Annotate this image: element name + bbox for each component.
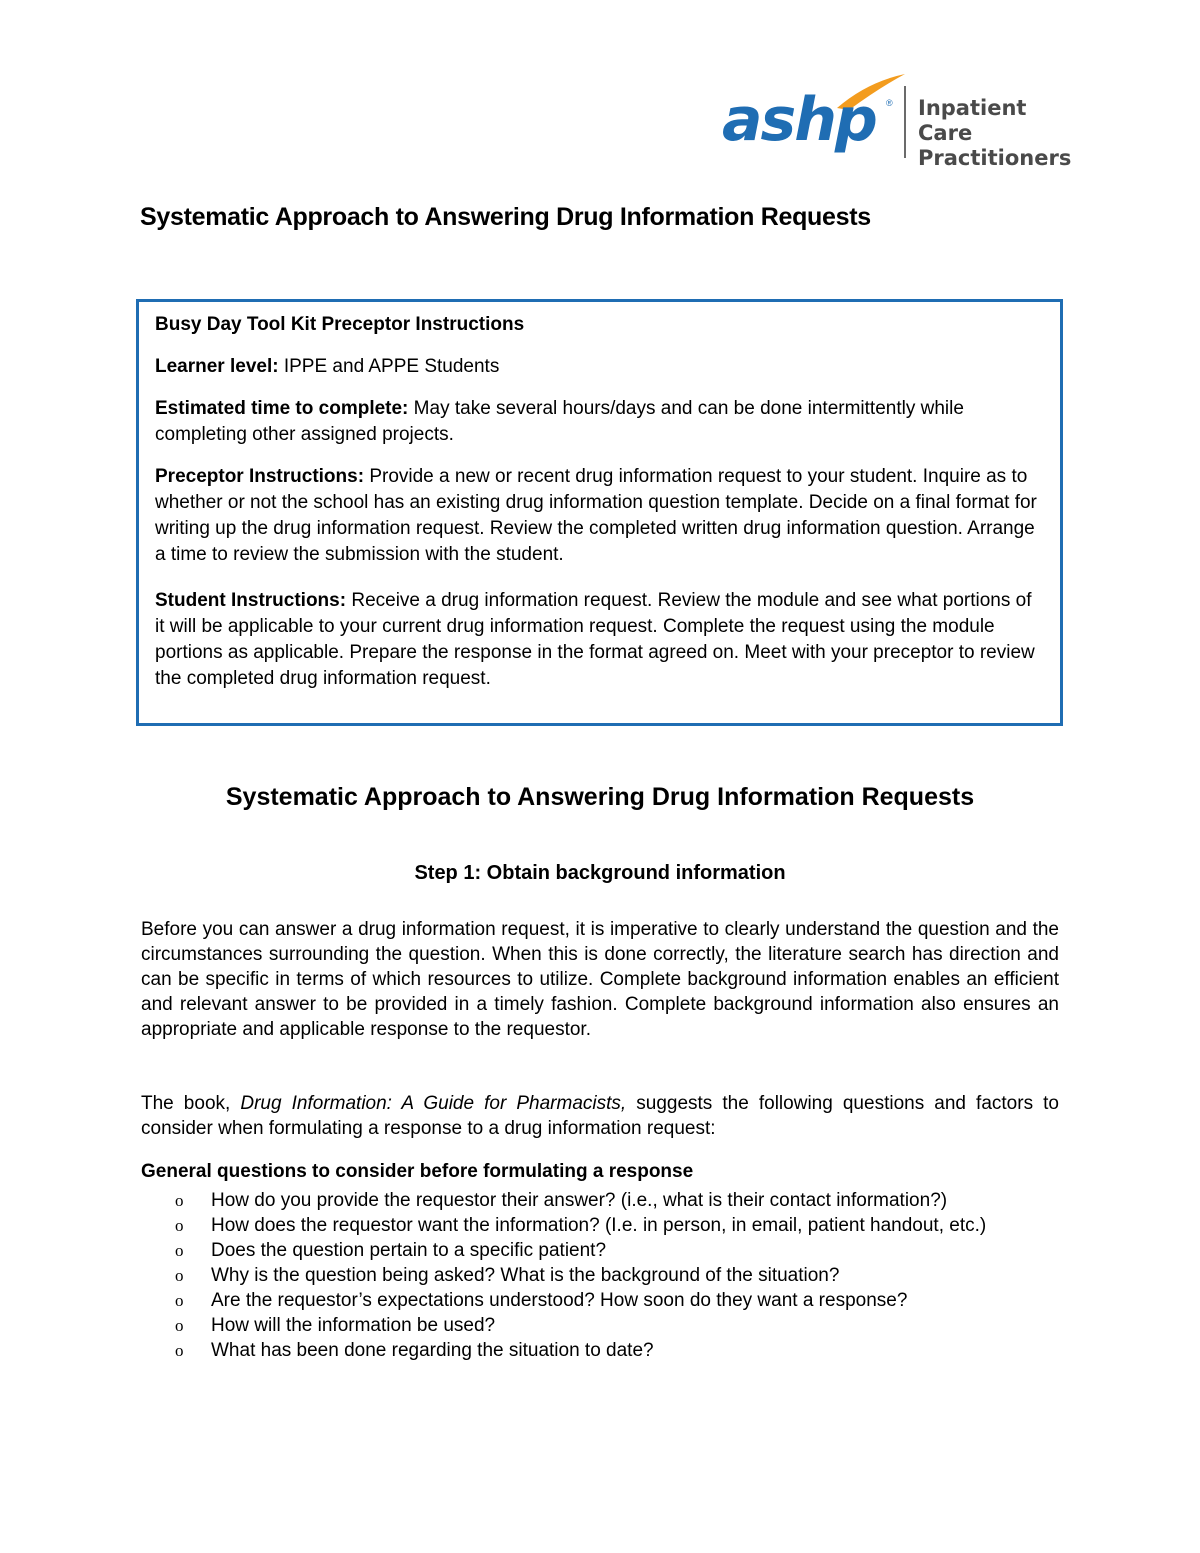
list-item-text: How do you provide the requestor their answer? (i.e., what is their contact information?) bbox=[211, 1190, 948, 1211]
box-heading: Busy Day Tool Kit Preceptor Instructions bbox=[155, 314, 525, 335]
student-instructions-label: Student Instructions: bbox=[155, 590, 347, 611]
list-heading: General questions to consider before formulating a response bbox=[141, 1161, 694, 1182]
estimated-time-value: May take several hours/days and can be done intermittently while completing other assigned projects. bbox=[155, 398, 964, 445]
book-paragraph bbox=[141, 1091, 1059, 1141]
learner-level-value: IPPE and APPE Students bbox=[278, 356, 500, 377]
preceptor-instructions-label: Preceptor Instructions: bbox=[155, 466, 365, 487]
list-item bbox=[141, 1263, 1059, 1288]
student-instructions bbox=[155, 588, 1045, 692]
book-paragraph-prefix: The book, bbox=[141, 1093, 241, 1114]
list-item bbox=[141, 1313, 1059, 1338]
estimated-time-label: Estimated time to complete: bbox=[155, 398, 409, 419]
list-item-text: Are the requestor’s expectations understood? How soon do they want a response? bbox=[211, 1290, 908, 1311]
bullet-icon: o bbox=[175, 1191, 184, 1210]
tagline-line-2: Practitioners bbox=[918, 146, 1072, 170]
questions-list bbox=[141, 1188, 1059, 1363]
list-item bbox=[141, 1213, 1059, 1238]
list-item-text: How does the requestor want the information? (I.e. in person, in email, patient handout, etc.) bbox=[211, 1215, 987, 1236]
estimated-time bbox=[155, 396, 1045, 448]
instructions-box bbox=[136, 299, 1063, 726]
background-paragraph: Before you can answer a drug information request, it is imperative to clearly understand the question and the circumstances surrounding the question. When this is done correctly, the literature search has direction and can be specific in terms of which resources to utilize. Complete background information enables an efficient and relevant answer to be provided in a timely fashion. Complete background information also ensures an appropriate and applicable response to the requestor. bbox=[141, 919, 1059, 1040]
list-item-text: Why is the question being asked? What is the background of the situation? bbox=[211, 1265, 840, 1286]
bullet-icon: o bbox=[175, 1266, 184, 1285]
bullet-icon: o bbox=[175, 1316, 184, 1335]
registered-mark: ® bbox=[886, 98, 893, 108]
list-item-text: How will the information be used? bbox=[211, 1315, 496, 1336]
tagline-line-1: Inpatient Care bbox=[918, 96, 1027, 145]
list-item-text: Does the question pertain to a specific patient? bbox=[211, 1240, 607, 1261]
list-item bbox=[141, 1288, 1059, 1313]
list-item bbox=[141, 1238, 1059, 1263]
learner-level bbox=[155, 354, 1045, 380]
learner-level-label: Learner level: bbox=[155, 356, 279, 377]
list-item bbox=[141, 1188, 1059, 1213]
book-paragraph-suffix: suggests the following questions and factors to consider when formulating a response to a drug information request: bbox=[141, 1093, 1059, 1139]
logo-divider bbox=[904, 86, 906, 158]
book-title: Drug Information: A Guide for Pharmacists, bbox=[240, 1093, 627, 1114]
list-item-text: What has been done regarding the situation to date? bbox=[211, 1340, 654, 1361]
bullet-icon: o bbox=[175, 1241, 184, 1260]
logo-wordmark: ashp bbox=[722, 85, 876, 155]
document-title: Systematic Approach to Answering Drug Information Requests bbox=[140, 203, 871, 231]
bullet-icon: o bbox=[175, 1341, 184, 1360]
list-item bbox=[141, 1338, 1059, 1363]
bullet-icon: o bbox=[175, 1291, 184, 1310]
bullet-icon: o bbox=[175, 1216, 184, 1235]
student-instructions-value: Receive a drug information request. Review the module and see what portions of it will be applicable to your current drug information request. Complete the request using the module portions as applicable. Prepare the response in the format agreed on. Meet with your preceptor to review the completed drug information request. bbox=[155, 590, 1035, 689]
ashp-logo bbox=[722, 72, 1072, 170]
step-title: Step 1: Obtain background information bbox=[414, 862, 786, 884]
section-title: Systematic Approach to Answering Drug Information Requests bbox=[225, 783, 975, 811]
preceptor-instructions bbox=[155, 464, 1045, 568]
preceptor-instructions-value: Provide a new or recent drug information request to your student. Inquire as to whether or not the school has an existing drug information question template. Decide on a final format for writing up the drug information request. Review the completed written drug information question. Arrange a time to review the submission with the student. bbox=[155, 466, 1037, 565]
logo-tagline bbox=[918, 96, 1071, 171]
